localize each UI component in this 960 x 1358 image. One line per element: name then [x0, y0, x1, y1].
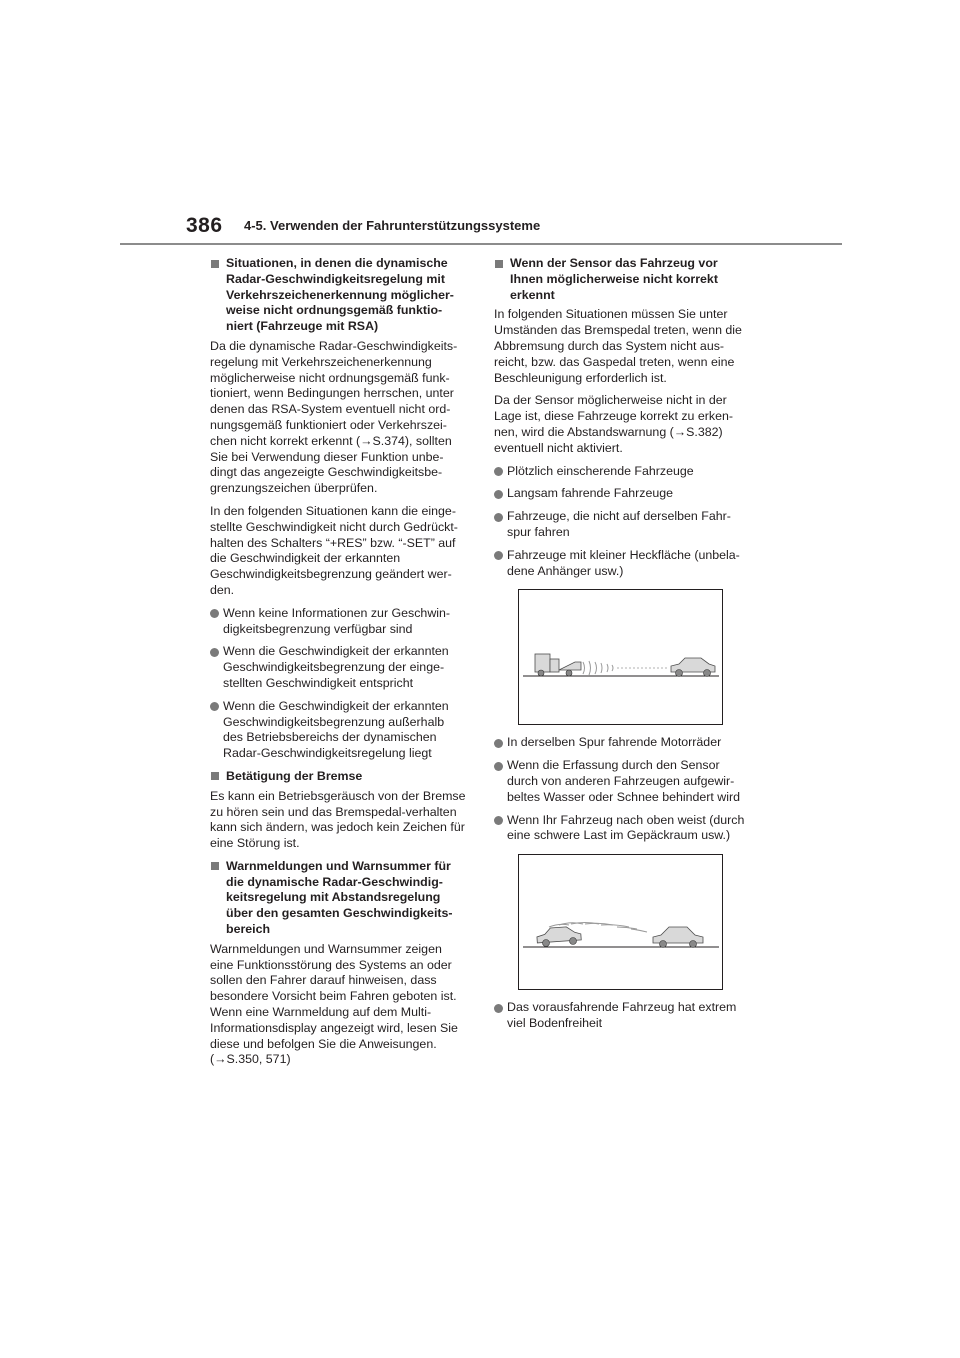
- square-bullet-icon: [211, 772, 219, 780]
- paragraph: In folgenden Situationen müssen Sie unter Umständen das Bremspedal treten, wenn die Abbremsung durch das System nicht aus-reicht, bzw. das Gaspedal treten, wenn eine Beschleunigung erforderlich ist.: [494, 307, 742, 385]
- list-item-text: Wenn die Geschwindigkeit der erkannten Geschwindigkeitsbegrenzung außerhalb des Betriebsbereichs der dynamischen Radar-Geschwindigkeitsregelung liegt: [223, 698, 449, 761]
- circle-bullet-icon: [494, 490, 503, 499]
- list-item: [210, 699, 466, 762]
- list-item: [494, 464, 750, 480]
- heading-text: Betätigung der Bremse: [226, 768, 363, 783]
- list-item: [210, 606, 466, 638]
- header-rule: [120, 243, 842, 245]
- right-column: [494, 256, 750, 1039]
- list-item-text: In derselben Spur fahrende Motorräder: [507, 735, 722, 750]
- list-item: [494, 509, 750, 541]
- heading-rsa-situations: [210, 256, 466, 335]
- list-item: [494, 486, 750, 502]
- list-item-text: Fahrzeuge, die nicht auf derselben Fahr-spur fahren: [507, 509, 731, 539]
- trailer-car-svg: [519, 590, 722, 724]
- list-item: [494, 1000, 750, 1032]
- list-item-text: Langsam fahrende Fahrzeuge: [507, 486, 674, 501]
- circle-bullet-icon: [210, 648, 219, 657]
- raised-car-svg: [519, 855, 722, 989]
- list-item-text: Das vorausfahrende Fahrzeug hat extrem viel Bodenfreiheit: [507, 1000, 737, 1030]
- heading-sensor: [494, 256, 750, 303]
- list-item-text: Wenn die Geschwindigkeit der erkannten Geschwindigkeitsbegrenzung der einge-stellten Geschwindigkeit entspricht: [223, 644, 449, 690]
- circle-bullet-icon: [494, 1004, 503, 1013]
- square-bullet-icon: [211, 862, 219, 870]
- left-column: [210, 256, 466, 1075]
- list-item-text: Fahrzeuge mit kleiner Heckfläche (unbela-dene Anhänger usw.): [507, 547, 740, 578]
- circle-bullet-icon: [494, 467, 503, 476]
- raised-car-illustration: [518, 854, 723, 990]
- list-item: [494, 548, 750, 580]
- circle-bullet-icon: [494, 739, 503, 748]
- circle-bullet-icon: [494, 513, 503, 522]
- list-item: [494, 813, 750, 845]
- list-item: [210, 644, 466, 691]
- paragraph: Warnmeldungen und Warnsummer zeigen eine Funktionsstörung des Systems an oder sollen den Fahrer darauf hinweisen, dass besondere Vorsicht beim Fahren geboten ist. Wenn eine Warnmeldung auf dem Multi-Informationsdisplay angezeigt wird, lesen Sie diese und befolgen Sie die Anweisungen. (→S.350, 571): [210, 941, 458, 1067]
- heading-text: Wenn der Sensor das Fahrzeug vor Ihnen möglicherweise nicht korrekt erkennt: [510, 256, 718, 302]
- list-item-text: Wenn die Erfassung durch den Sensor durch von anderen Fahrzeugen aufgewir-beltes Wasser oder Schnee behindert wird: [507, 758, 741, 804]
- square-bullet-icon: [495, 260, 503, 268]
- trailer-illustration: [518, 589, 723, 725]
- section-title: 4-5. Verwenden der Fahrunterstützungssysteme: [244, 218, 541, 233]
- list-item: [494, 758, 750, 805]
- square-bullet-icon: [211, 260, 219, 268]
- circle-bullet-icon: [210, 702, 219, 711]
- paragraph: In den folgenden Situationen kann die einge-stellte Geschwindigkeit nicht durch Gedrückt-halten des Schalters “+RES” bzw. “-SET” auf die Geschwindigkeit der erkannten Geschwindigkeitsbegrenzung geändert wer-den.: [210, 503, 458, 597]
- list-item-text: Wenn keine Informationen zur Geschwin-digkeitsbegrenzung verfügbar sind: [223, 605, 451, 636]
- list-item-text: Plötzlich einscherende Fahrzeuge: [507, 463, 694, 478]
- paragraph: Da die dynamische Radar-Geschwindigkeits-regelung mit Verkehrszeichenerkennung möglicherweise nicht ordnungsgemäß funk-tioniert, wenn Bedingungen herrschen, unter denen das RSA-System eventuell nicht ord-nungsgemäß funktioniert oder Verkehrszei-chen nicht korrekt erkennt (→S.374), sollten Sie bei Verwendung dieser Funktion unbe-dingt das angezeigte Geschwindigkeitsbe-grenzungszeichen überprüfen.: [210, 338, 458, 496]
- heading-text: Situationen, in denen die dynamische Radar-Geschwindigkeitsregelung mit Verkehrszeichenerkennung möglicher-weise nicht ordnungsgemäß funktio-niert (Fahrzeuge mit RSA): [226, 256, 454, 334]
- heading-text: Warnmeldungen und Warnsummer für die dynamische Radar-Geschwindig-keitsregelung mit Abstandsregelung über den gesamten Geschwindigkeits-bereich: [226, 858, 453, 937]
- circle-bullet-icon: [494, 762, 503, 771]
- heading-warnings: [210, 859, 466, 938]
- page-number: 386: [186, 214, 223, 237]
- paragraph: Da der Sensor möglicherweise nicht in der Lage ist, diese Fahrzeuge korrekt zu erken-nen, wird die Abstandswarnung (→S.382) eventuell nicht aktiviert.: [494, 393, 733, 455]
- paragraph: Es kann ein Betriebsgeräusch von der Bremse zu hören sein und das Bremspedal-verhalten kann sich ändern, was jedoch kein Zeichen für eine Störung ist.: [210, 788, 466, 851]
- list-item-text: Wenn Ihr Fahrzeug nach oben weist (durch eine schwere Last im Gepäckraum usw.): [507, 812, 745, 843]
- circle-bullet-icon: [210, 609, 219, 618]
- circle-bullet-icon: [494, 816, 503, 825]
- circle-bullet-icon: [494, 551, 503, 560]
- list-item: [494, 735, 750, 751]
- heading-brake: [210, 769, 466, 785]
